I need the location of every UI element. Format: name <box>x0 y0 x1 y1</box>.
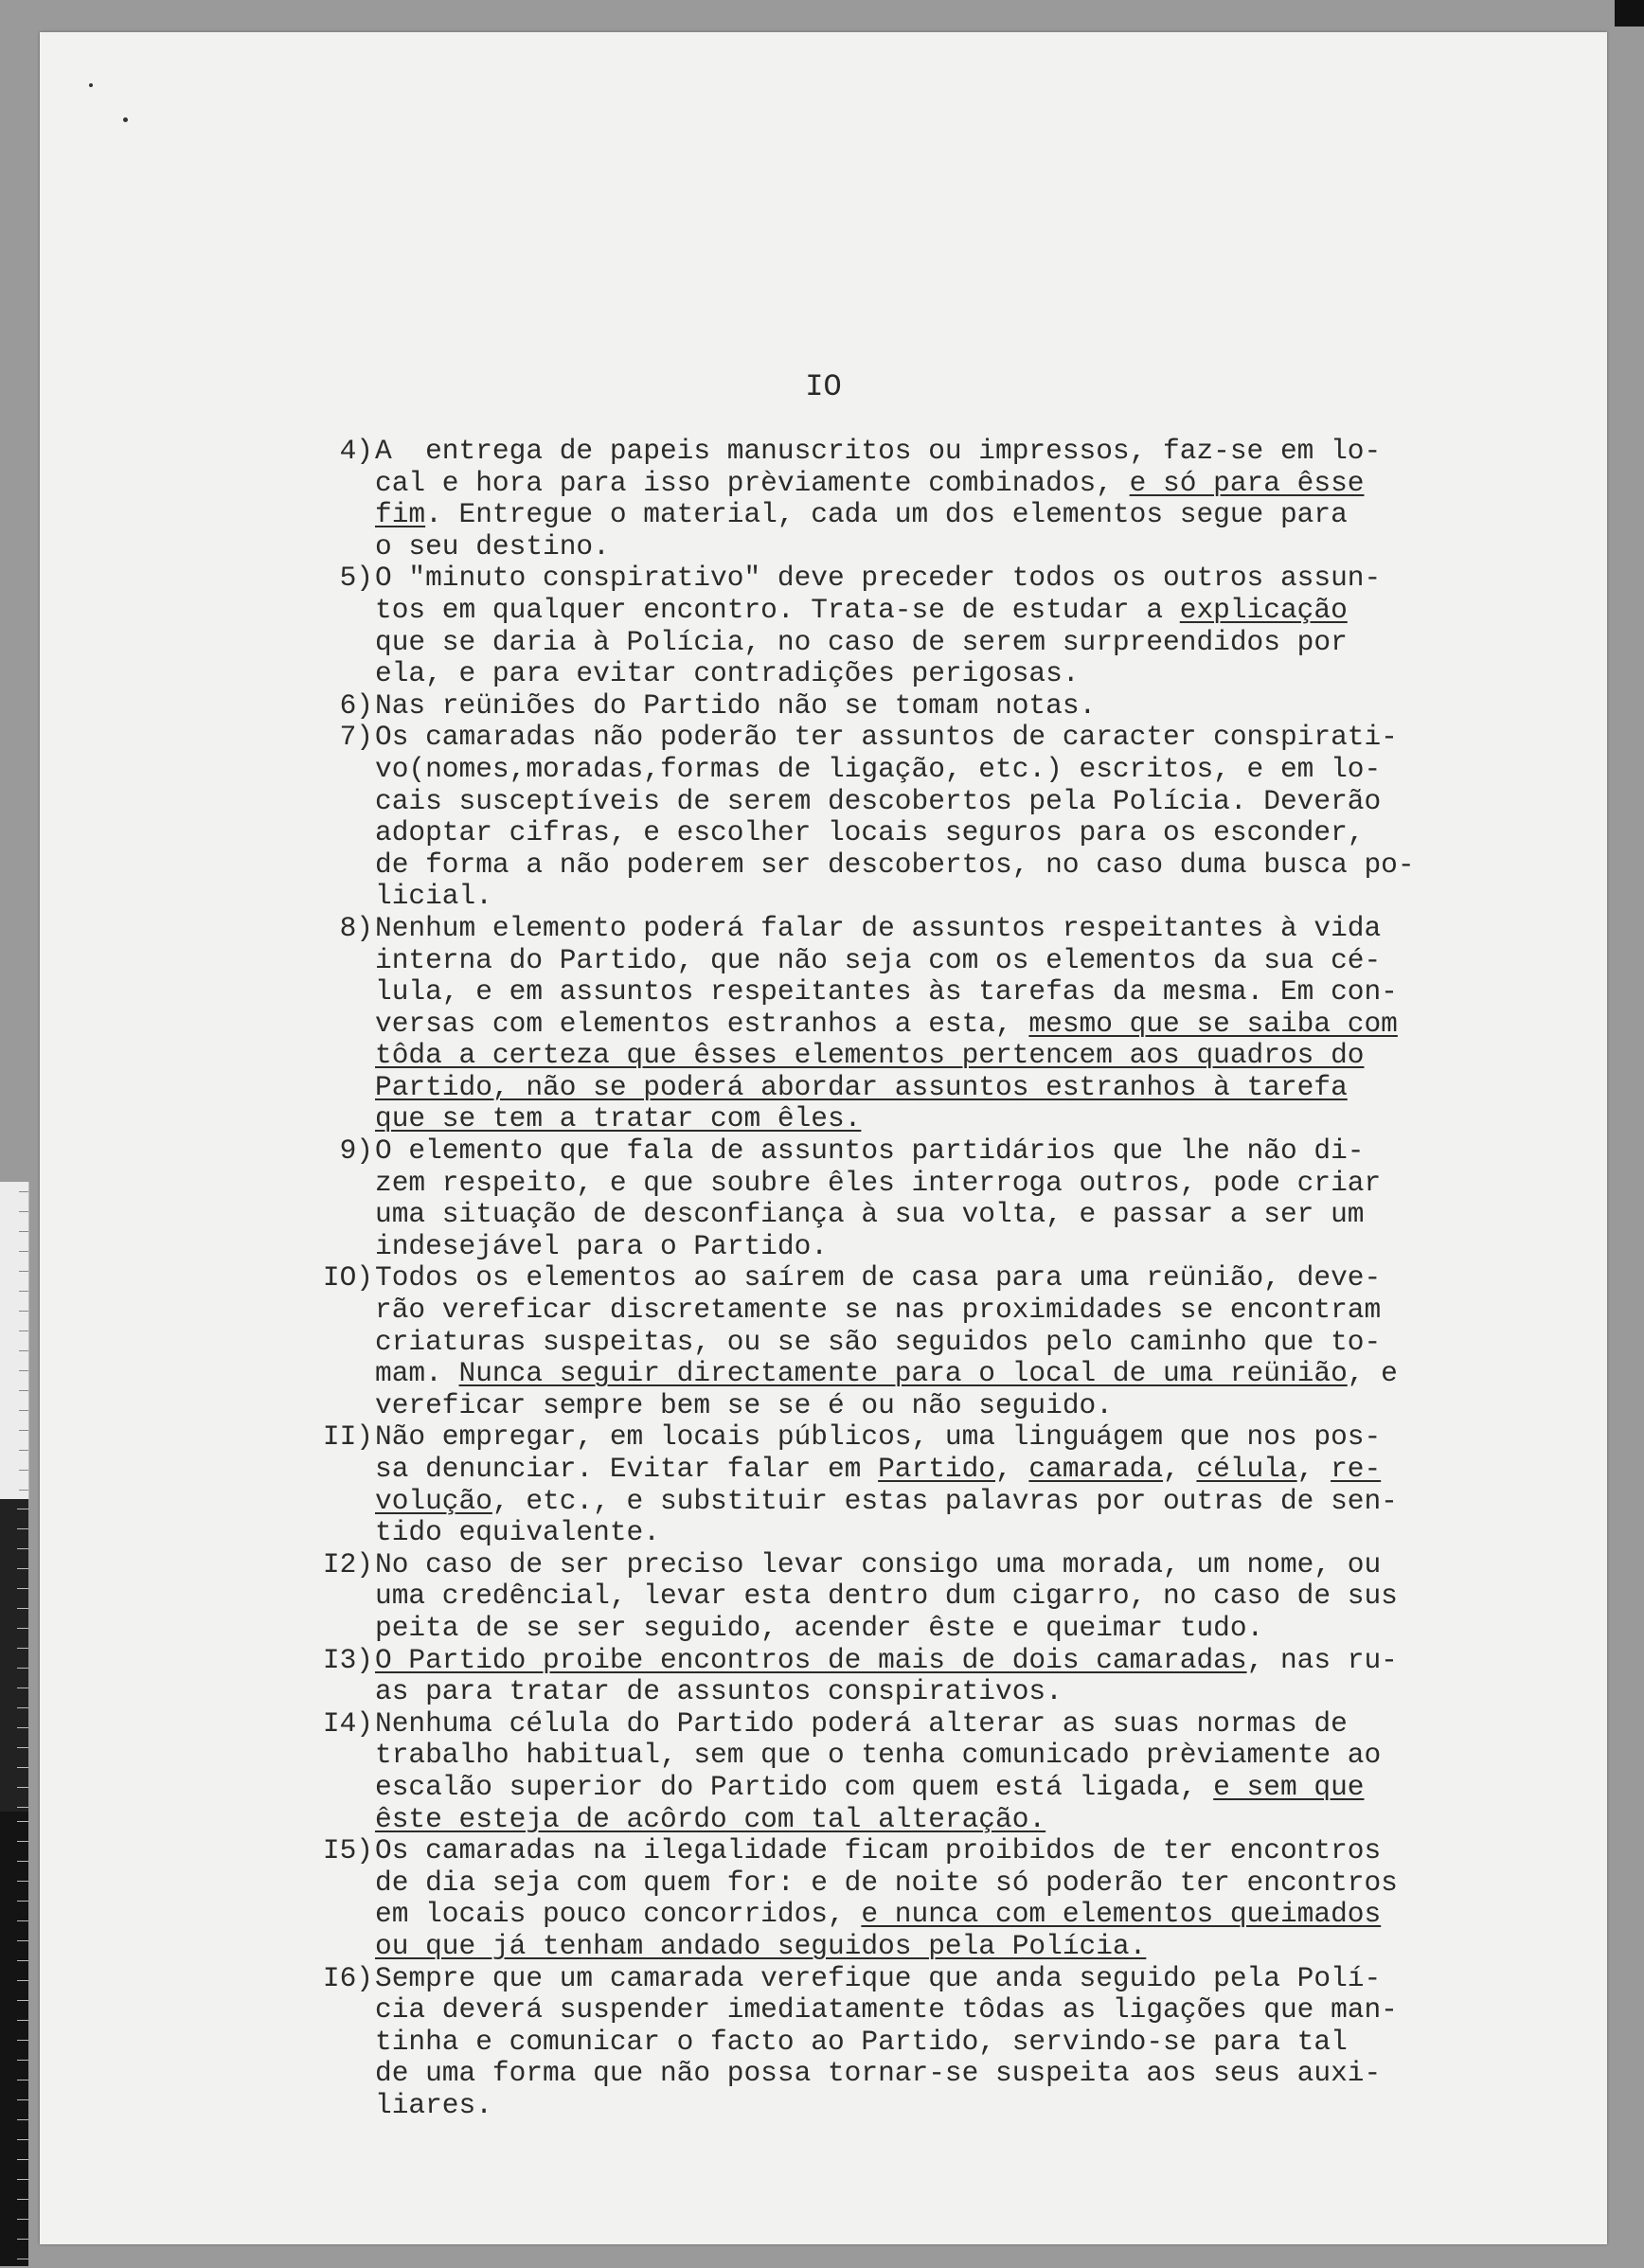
text-segment: lula, e em assuntos respeitantes às tarefas da mesma. Em con- <box>375 975 1398 1009</box>
text-segment: cais susceptíveis de serem descobertos pela Polícia. Deverão <box>375 784 1382 817</box>
ruler-tick <box>19 1350 28 1351</box>
rule-number: 5 ) <box>318 563 373 595</box>
rule-text-line <box>375 1040 1555 1072</box>
rule-number: 7 ) <box>318 722 373 754</box>
text-segment: , nas ru- <box>1246 1643 1398 1676</box>
ruler-tick <box>17 1747 28 1748</box>
ruler-tick <box>17 2139 28 2140</box>
rule-text-line <box>375 1168 1555 1200</box>
rule-text-line <box>375 1899 1555 1931</box>
underlined-text: O Partido proibe encontros de mais de dois camaradas <box>375 1643 1247 1676</box>
rule-text-line <box>375 1835 1555 1867</box>
text-segment: Os camaradas na ilegalidade ficam proibidos de ter encontros <box>375 1834 1382 1867</box>
rule-text-line <box>375 1103 1555 1135</box>
ruler-tick <box>17 1608 28 1609</box>
ruler-tick <box>19 1291 28 1292</box>
ruler-tick <box>17 1628 28 1629</box>
text-segment: No caso de ser preciso levar consigo uma morada, um nome, ou <box>375 1547 1382 1580</box>
text-segment: Sempre que um camarada verefique que anda seguido pela Polí- <box>375 1961 1382 1994</box>
rule-text-line <box>375 690 1555 723</box>
text-segment: Os camaradas não poderão ter assuntos de caracter conspirati- <box>375 721 1398 754</box>
ruler-tick <box>17 1528 28 1529</box>
rule-text-line <box>375 913 1555 945</box>
ruler-tick <box>17 2020 28 2021</box>
rule-text-line <box>375 1231 1555 1263</box>
underlined-text: explicação <box>1179 593 1348 626</box>
rule-number: 4 ) <box>318 436 373 468</box>
text-segment: Nenhuma célula do Partido poderá alterar as suas normas de <box>375 1706 1348 1740</box>
ruler-tick <box>17 1940 28 1941</box>
ruler-tick <box>17 2219 28 2220</box>
rule-text-line <box>375 627 1555 659</box>
ruler-tick <box>19 1311 28 1312</box>
ruler-tick <box>17 2179 28 2180</box>
text-segment: licial. <box>375 880 492 913</box>
ruler-tick <box>17 1920 28 1921</box>
ruler-tick <box>17 1807 28 1808</box>
ruler-tick <box>17 1648 28 1649</box>
ruler-tick <box>17 2239 28 2240</box>
rule-text-line <box>375 1708 1555 1741</box>
text-segment: , <box>1163 1453 1197 1485</box>
ruler-tick <box>19 1231 28 1232</box>
ruler-tick <box>19 1330 28 1331</box>
underlined-text: re- <box>1331 1453 1382 1485</box>
rule-item <box>324 1262 1555 1421</box>
rule-number: 8 ) <box>318 913 373 945</box>
ruler-tick <box>19 1390 28 1391</box>
underlined-text: que se tem a tratar com êles. <box>375 1102 862 1135</box>
underlined-text: Partido, não se poderá abordar assuntos estranhos à tarefa <box>375 1070 1348 1103</box>
ruler-tick <box>17 2159 28 2160</box>
ruler-tick <box>19 1370 28 1371</box>
rule-text-line <box>375 1676 1555 1708</box>
rule-item <box>324 1708 1555 1835</box>
rule-text-line <box>375 722 1555 754</box>
underlined-text: êste esteja de acôrdo com tal alteração. <box>375 1802 1046 1835</box>
text-segment: vo(nomes,moradas,formas de ligação, etc.) escritos, e em lo- <box>375 752 1382 785</box>
text-segment: de uma forma que não possa tornar-se suspeita aos seus auxi- <box>375 2057 1382 2090</box>
rule-item <box>324 1645 1555 1708</box>
rule-text-line <box>375 1517 1555 1549</box>
text-segment: as para tratar de assuntos conspirativos. <box>375 1675 1063 1708</box>
rule-text-line <box>375 1009 1555 1041</box>
rule-number: 9 ) <box>318 1135 373 1168</box>
ruler-tick <box>17 2000 28 2001</box>
text-segment: , <box>995 1453 1029 1485</box>
ruler-tick <box>17 1727 28 1728</box>
rule-text-line <box>375 1486 1555 1518</box>
text-segment: , etc., e substituir estas palavras por outras de sen- <box>491 1484 1398 1517</box>
ruler-tick <box>17 2099 28 2100</box>
text-segment: versas com elementos estranhos a esta, <box>375 1007 1029 1040</box>
paper-speck <box>123 117 128 122</box>
text-segment: adoptar cifras, e escolher locais seguros para os esconder, <box>375 816 1365 849</box>
rule-text-line <box>375 1804 1555 1836</box>
text-segment: Nenhum elemento poderá falar de assuntos respeitantes à vida <box>375 911 1382 944</box>
text-segment: trabalho habitual, sem que o tenha comunicado prèviamente ao <box>375 1739 1382 1772</box>
underlined-text: e sem que <box>1213 1770 1365 1803</box>
ruler-tick <box>19 1251 28 1252</box>
text-segment: sa denunciar. Evitar falar em <box>375 1453 879 1485</box>
rule-text-line <box>375 1740 1555 1772</box>
text-segment: A entrega de papeis manuscritos ou impressos, faz-se em lo- <box>375 435 1382 467</box>
rule-item <box>324 722 1555 913</box>
rule-item <box>324 563 1555 689</box>
text-segment: mam. <box>375 1357 459 1390</box>
ruler-tick <box>17 1588 28 1589</box>
rule-text-line <box>375 468 1555 500</box>
rule-text-line <box>375 1613 1555 1645</box>
underlined-text: volução <box>375 1484 492 1517</box>
ruler-tick <box>19 1191 28 1192</box>
rule-item <box>324 913 1555 1135</box>
rule-item <box>324 1835 1555 1962</box>
underlined-text: e nunca com elementos queimados <box>861 1898 1382 1931</box>
text-segment: interna do Partido, que não seja com os elementos da sua cé- <box>375 943 1382 976</box>
rule-text-line <box>375 1931 1555 1963</box>
scanner-edge-strip <box>1615 0 1644 27</box>
underlined-text: ou que já tenham andado seguidos pela Polícia. <box>375 1929 1147 1962</box>
text-segment: zem respeito, e que soubre êles interroga outros, pode criar <box>375 1166 1382 1199</box>
ruler-tick <box>19 1490 28 1491</box>
rule-number: I6 ) <box>318 1963 373 1995</box>
ruler-tick <box>17 2040 28 2041</box>
rule-item <box>324 436 1555 563</box>
ruler-tick <box>19 1430 28 1431</box>
rule-item <box>324 1963 1555 2122</box>
rule-text-line <box>375 1867 1555 1900</box>
ruler-tick <box>19 1450 28 1451</box>
ruler-tick <box>17 2060 28 2061</box>
text-segment: criaturas suspeitas, ou se são seguidos pelo caminho que to- <box>375 1325 1382 1358</box>
rule-text-line <box>375 1199 1555 1231</box>
ruler-tick <box>17 2199 28 2200</box>
rule-text-line <box>375 945 1555 977</box>
text-segment: que se daria à Polícia, no caso de serem surpreendidos por <box>375 625 1348 658</box>
text-segment: uma credêncial, levar esta dentro dum cigarro, no caso de sus <box>375 1580 1398 1613</box>
rule-text-line <box>375 881 1555 913</box>
rule-number: 6 ) <box>318 690 373 723</box>
text-segment: indesejável para o Partido. <box>375 1229 828 1262</box>
ruler-tick <box>17 2119 28 2120</box>
rule-text-line <box>375 1358 1555 1390</box>
rule-text-line <box>375 2090 1555 2122</box>
rule-text-line <box>375 1580 1555 1613</box>
underlined-text: célula <box>1196 1453 1297 1485</box>
text-segment: Todos os elementos ao saírem de casa para uma reünião, deve- <box>375 1261 1382 1295</box>
rule-text-line <box>375 2058 1555 2090</box>
text-segment: O elemento que fala de assuntos partidários que lhe não di- <box>375 1134 1365 1168</box>
text-segment: Não empregar, em locais públicos, uma linguágem que nos pos- <box>375 1420 1382 1454</box>
text-segment: liares. <box>375 2088 492 2121</box>
rule-text-line <box>375 786 1555 818</box>
rule-text-line <box>375 1772 1555 1804</box>
rule-text-line <box>375 436 1555 468</box>
rule-number: I4 ) <box>318 1708 373 1741</box>
ruler-tick <box>17 1707 28 1708</box>
page-number: IO <box>805 369 842 404</box>
text-segment: , e <box>1347 1357 1398 1390</box>
rule-text-line <box>375 1135 1555 1168</box>
rule-text-line <box>375 976 1555 1009</box>
rule-text-line <box>375 595 1555 627</box>
ruler-tick <box>19 1271 28 1272</box>
ruler-tick <box>17 1787 28 1788</box>
rule-text-line <box>375 1072 1555 1104</box>
underlined-text: Nunca seguir directamente para o local de uma reünião <box>458 1357 1348 1390</box>
rule-text-line <box>375 499 1555 531</box>
rule-item <box>324 1421 1555 1548</box>
scale-ruler-light <box>0 1182 29 1499</box>
rule-text-line <box>375 1963 1555 1995</box>
ruler-tick <box>17 1767 28 1768</box>
text-segment: uma situação de desconfiança à sua volta, e passar a ser um <box>375 1198 1365 1231</box>
ruler-tick <box>17 1980 28 1981</box>
text-segment: de forma a não poderem ser descobertos, no caso duma busca po- <box>375 848 1415 881</box>
ruler-tick <box>17 1841 28 1842</box>
rule-number: II ) <box>318 1421 373 1454</box>
rule-text-line <box>375 1421 1555 1454</box>
document-page <box>40 32 1607 2244</box>
rule-text-line <box>375 1645 1555 1677</box>
text-segment: tinha e comunicar o facto ao Partido, servindo-se para tal <box>375 2025 1348 2058</box>
rule-item <box>324 1135 1555 1262</box>
ruler-tick <box>17 1960 28 1961</box>
rule-text-line <box>375 1390 1555 1422</box>
ruler-tick <box>17 1821 28 1822</box>
ruler-tick <box>17 1861 28 1862</box>
ruler-tick <box>17 1901 28 1902</box>
rule-text-line <box>375 1994 1555 2027</box>
rule-text-line <box>375 1295 1555 1327</box>
ruler-tick <box>19 1410 28 1411</box>
text-segment: cal e hora para isso prèviamente combinados, <box>375 466 1130 499</box>
underlined-text: camarada <box>1028 1453 1164 1485</box>
rule-text-line <box>375 754 1555 786</box>
text-segment: de dia seja com quem for: e de noite só poderão ter encontros <box>375 1866 1398 1899</box>
rule-text-line <box>375 563 1555 595</box>
rule-number: I2 ) <box>318 1549 373 1581</box>
rule-text-line <box>375 1454 1555 1486</box>
rules-list <box>324 436 1555 2121</box>
rule-text-line <box>375 531 1555 563</box>
rule-text-line <box>375 849 1555 882</box>
rule-text-line <box>375 817 1555 849</box>
text-segment: ela, e para evitar contradições perigosas. <box>375 657 1080 690</box>
text-segment: cia deverá suspender imediatamente tôdas as ligações que man- <box>375 1993 1398 2027</box>
rule-text-line <box>375 1327 1555 1359</box>
underlined-text: Partido <box>878 1453 996 1485</box>
underlined-text: fim <box>375 498 426 531</box>
scale-ruler-dark-lower <box>0 1812 28 2266</box>
text-segment: Nas reüniões do Partido não se tomam notas. <box>375 688 1097 722</box>
rule-number: IO ) <box>318 1262 373 1295</box>
underlined-text: tôda a certeza que êsses elementos pertencem aos quadros do <box>375 1039 1365 1072</box>
rule-number: I5 ) <box>318 1835 373 1867</box>
text-segment: tido equivalente. <box>375 1516 660 1549</box>
paper-speck <box>89 83 93 87</box>
ruler-tick <box>17 1548 28 1549</box>
text-segment: escalão superior do Partido com quem está ligada, <box>375 1770 1214 1803</box>
text-segment: em locais pouco concorridos, <box>375 1898 862 1931</box>
text-segment: . Entregue o material, cada um dos elementos segue para <box>425 498 1348 531</box>
rule-text-line <box>375 1549 1555 1581</box>
text-segment: O "minuto conspirativo" deve preceder todos os outros assun- <box>375 562 1382 595</box>
rule-number: I3 ) <box>318 1645 373 1677</box>
ruler-tick <box>17 1568 28 1569</box>
ruler-tick <box>19 1211 28 1212</box>
text-segment: tos em qualquer encontro. Trata-se de estudar a <box>375 593 1180 626</box>
text-segment: rão vereficar discretamente se nas proximidades se encontram <box>375 1294 1382 1327</box>
rule-item <box>324 690 1555 723</box>
scale-ruler-dark <box>0 1499 28 1812</box>
underlined-text: mesmo que se saiba com <box>1028 1007 1398 1040</box>
ruler-tick <box>17 1668 28 1669</box>
text-segment: vereficar sempre bem se se é ou não seguido. <box>375 1388 1113 1421</box>
ruler-tick <box>17 1881 28 1882</box>
rule-item <box>324 1549 1555 1645</box>
text-segment: o seu destino. <box>375 529 610 563</box>
rule-text-line <box>375 658 1555 690</box>
underlined-text: e só para êsse <box>1129 466 1365 499</box>
rule-text-line <box>375 1262 1555 1295</box>
text-segment: , <box>1296 1453 1331 1485</box>
text-segment: peita de se ser seguido, acender êste e queimar tudo. <box>375 1611 1264 1644</box>
rule-text-line <box>375 2027 1555 2059</box>
ruler-tick <box>19 1470 28 1471</box>
